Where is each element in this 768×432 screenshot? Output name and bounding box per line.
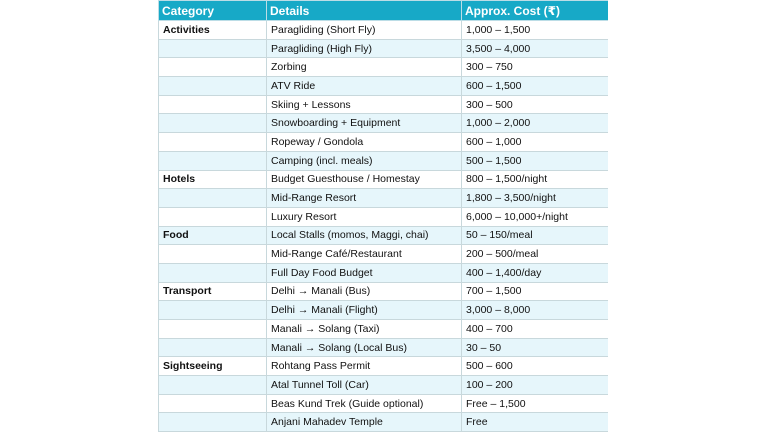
cost-table-container	[158, 0, 608, 432]
cell-details: Zorbing	[267, 58, 462, 77]
cell-cost: 1,800 – 3,500/night	[462, 189, 609, 208]
cell-details: Delhi → Manali (Bus)	[267, 282, 462, 301]
cell-cost: 1,000 – 2,000	[462, 114, 609, 133]
cell-category	[159, 95, 267, 114]
cell-category	[159, 58, 267, 77]
table-row	[159, 282, 609, 301]
cell-details: Beas Kund Trek (Guide optional)	[267, 394, 462, 413]
table-row	[159, 58, 609, 77]
cell-details: Snowboarding + Equipment	[267, 114, 462, 133]
cell-details: Rohtang Pass Permit	[267, 357, 462, 376]
cell-category	[159, 133, 267, 152]
cell-category	[159, 338, 267, 357]
cost-table	[158, 0, 608, 432]
cell-details: Ropeway / Gondola	[267, 133, 462, 152]
cell-category: Transport	[159, 282, 267, 301]
table-row	[159, 21, 609, 40]
cell-details: Camping (incl. meals)	[267, 151, 462, 170]
cell-cost: 3,000 – 8,000	[462, 301, 609, 320]
cell-details: Mid-Range Resort	[267, 189, 462, 208]
cell-category	[159, 263, 267, 282]
cell-details: Full Day Food Budget	[267, 263, 462, 282]
cell-details: Anjani Mahadev Temple	[267, 413, 462, 432]
cell-cost: 500 – 1,500	[462, 151, 609, 170]
cell-category	[159, 413, 267, 432]
cell-cost: 300 – 750	[462, 58, 609, 77]
cell-category	[159, 207, 267, 226]
cell-details: Paragliding (Short Fly)	[267, 21, 462, 40]
cell-cost: 800 – 1,500/night	[462, 170, 609, 189]
cell-category: Hotels	[159, 170, 267, 189]
cell-cost: 400 – 700	[462, 320, 609, 339]
table-row	[159, 301, 609, 320]
table-row	[159, 413, 609, 432]
table-row	[159, 170, 609, 189]
header-details: Details	[267, 1, 462, 21]
cell-details: Mid-Range Café/Restaurant	[267, 245, 462, 264]
cell-category	[159, 189, 267, 208]
cell-category	[159, 320, 267, 339]
header-cost: Approx. Cost (₹)	[462, 1, 609, 21]
cell-category: Food	[159, 226, 267, 245]
cell-details: Manali → Solang (Taxi)	[267, 320, 462, 339]
cell-cost: 400 – 1,400/day	[462, 263, 609, 282]
cell-category	[159, 394, 267, 413]
table-row	[159, 189, 609, 208]
cell-cost: 50 – 150/meal	[462, 226, 609, 245]
cell-cost: 200 – 500/meal	[462, 245, 609, 264]
table-row	[159, 245, 609, 264]
cell-cost: 300 – 500	[462, 95, 609, 114]
table-row	[159, 320, 609, 339]
cell-category	[159, 245, 267, 264]
cell-cost: 1,000 – 1,500	[462, 21, 609, 40]
cell-category	[159, 376, 267, 395]
cell-cost: 600 – 1,500	[462, 77, 609, 96]
cell-details: Delhi → Manali (Flight)	[267, 301, 462, 320]
table-row	[159, 376, 609, 395]
table-row	[159, 133, 609, 152]
table-row	[159, 151, 609, 170]
cell-details: Local Stalls (momos, Maggi, chai)	[267, 226, 462, 245]
cell-details: Atal Tunnel Toll (Car)	[267, 376, 462, 395]
cell-category	[159, 151, 267, 170]
table-row	[159, 357, 609, 376]
cell-details: Paragliding (High Fly)	[267, 39, 462, 58]
cell-cost: Free	[462, 413, 609, 432]
table-row	[159, 77, 609, 96]
table-row	[159, 207, 609, 226]
cell-cost: 6,000 – 10,000+/night	[462, 207, 609, 226]
cell-cost: 3,500 – 4,000	[462, 39, 609, 58]
table-row	[159, 394, 609, 413]
cell-details: Manali → Solang (Local Bus)	[267, 338, 462, 357]
table-header-row	[159, 1, 609, 21]
cell-details: Skiing + Lessons	[267, 95, 462, 114]
cell-category	[159, 114, 267, 133]
cell-cost: 500 – 600	[462, 357, 609, 376]
cell-details: Luxury Resort	[267, 207, 462, 226]
table-body	[159, 21, 609, 432]
table-row	[159, 226, 609, 245]
table-row	[159, 39, 609, 58]
cell-category	[159, 77, 267, 96]
table-row	[159, 114, 609, 133]
header-category: Category	[159, 1, 267, 21]
cell-category: Activities	[159, 21, 267, 40]
cell-category	[159, 301, 267, 320]
cell-details: ATV Ride	[267, 77, 462, 96]
table-row	[159, 338, 609, 357]
cell-details: Budget Guesthouse / Homestay	[267, 170, 462, 189]
cell-category	[159, 39, 267, 58]
cell-cost: 600 – 1,000	[462, 133, 609, 152]
cell-category: Sightseeing	[159, 357, 267, 376]
table-row	[159, 95, 609, 114]
cell-cost: Free – 1,500	[462, 394, 609, 413]
table-row	[159, 263, 609, 282]
cell-cost: 100 – 200	[462, 376, 609, 395]
cell-cost: 30 – 50	[462, 338, 609, 357]
cell-cost: 700 – 1,500	[462, 282, 609, 301]
